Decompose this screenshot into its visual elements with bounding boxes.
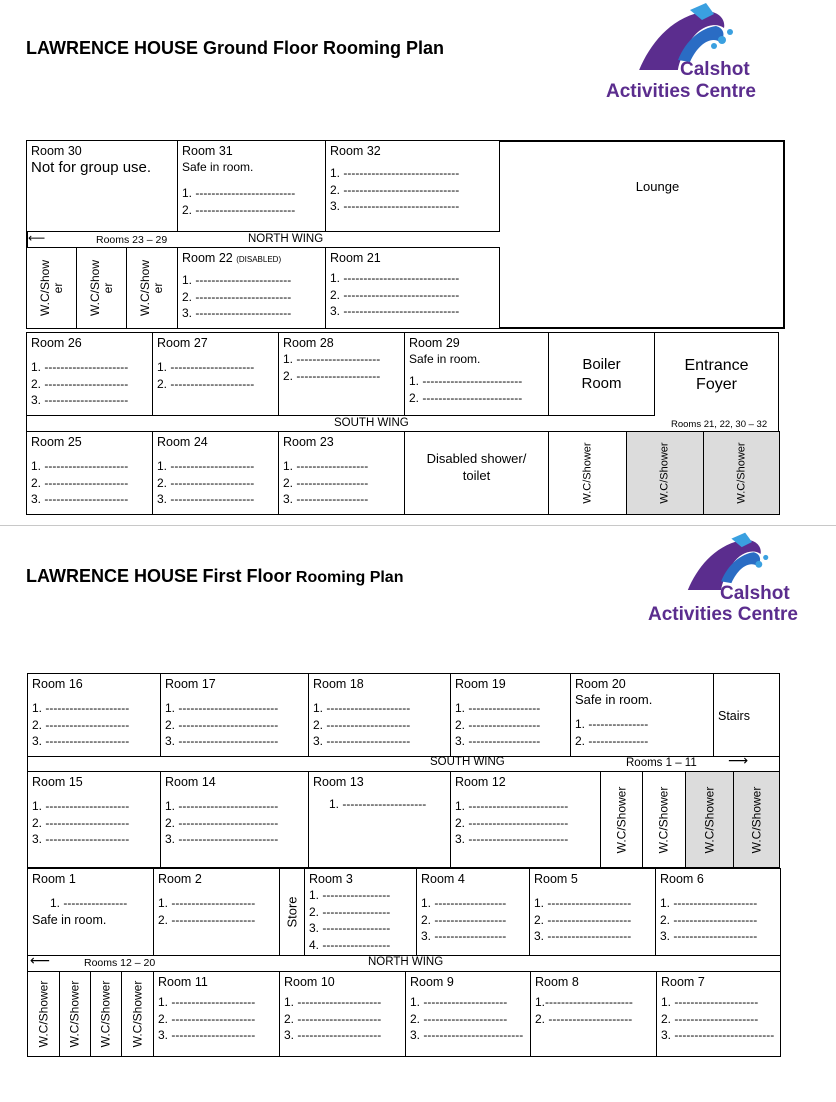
occupant-line[interactable]: 2. --------------------- — [534, 912, 632, 927]
corridor-rooms: Rooms 23 – 29 — [96, 234, 168, 246]
occupant-line[interactable]: 3. --------------------- — [31, 492, 129, 506]
occupant-line[interactable]: 3. ------------------------- — [410, 1028, 524, 1042]
room-26 — [26, 332, 153, 416]
occupant-line[interactable]: 1. --------------------- — [157, 459, 255, 473]
occupant-line[interactable]: 2. --------------------- — [284, 1011, 382, 1026]
occupant-line[interactable]: 2. --------------------- — [32, 717, 130, 732]
room-name: Room 3 — [309, 872, 353, 886]
room-name: Room 19 — [455, 677, 506, 691]
occupant-line[interactable]: 2. ------------------------- — [182, 202, 296, 217]
occupant-line[interactable]: 2. ------------------------- — [165, 717, 279, 732]
occupant-line[interactable]: 3. ------------------ — [421, 929, 507, 943]
occupant-line[interactable]: 2. --------------------- — [157, 475, 255, 490]
room-17 — [160, 673, 309, 757]
occupant-line[interactable]: 1. ------------------------- — [182, 186, 296, 200]
logo-line2: Activities Centre — [606, 81, 756, 102]
occupant-line[interactable]: 1. ---------------- — [50, 896, 128, 910]
room-30 — [26, 140, 178, 232]
occupant-line[interactable]: 3. ------------------------- — [455, 832, 569, 846]
occupant-line[interactable]: 2. --------------------- — [410, 1011, 508, 1026]
occupant-line[interactable]: 3. ----------------------------- — [330, 199, 460, 213]
room-18 — [308, 673, 451, 757]
occupant-line[interactable]: 1. ----------------------------- — [330, 166, 460, 180]
logo-line2: Activities Centre — [648, 604, 798, 625]
occupant-line[interactable]: 2. ------------------------- — [165, 815, 279, 830]
wc-shower: W.C/Shower — [59, 971, 91, 1057]
occupant-line[interactable]: 2. ------------------------ — [182, 289, 292, 304]
room-name: Room 1 — [32, 872, 76, 886]
occupant-line[interactable]: 2. ------------------ — [455, 717, 541, 732]
corridor-south — [27, 752, 780, 771]
wc-shower: W.C/Shower — [90, 971, 122, 1057]
occupant-line[interactable]: 3. ------------------ — [283, 492, 369, 506]
occupant-line[interactable]: 2. --------------------- — [158, 912, 256, 927]
room-24 — [152, 431, 279, 515]
wing-label: NORTH WING — [248, 233, 324, 245]
room-7 — [656, 971, 781, 1057]
occupant-line[interactable]: 2. --------------------- — [661, 1011, 759, 1026]
room-9 — [405, 971, 531, 1057]
room-28 — [278, 332, 405, 416]
occupant-line[interactable]: 2. ----------------- — [309, 904, 391, 919]
room-3 — [304, 868, 417, 956]
occupant-line[interactable]: 2. ------------------------- — [455, 815, 569, 830]
room-name: Room 23 — [283, 435, 334, 449]
room-10 — [279, 971, 406, 1057]
occupant-line[interactable]: 1. ------------------ — [283, 459, 369, 473]
occupant-line[interactable]: 2. --------------------- — [31, 475, 129, 490]
occupant-line[interactable]: 2. --------------------- — [32, 815, 130, 830]
logo-line1: Calshot — [720, 583, 790, 604]
occupant-line[interactable]: 2. ----------------------------- — [330, 182, 460, 197]
occupant-line[interactable]: 1. ------------------------ — [182, 273, 292, 287]
occupant-line[interactable]: 2. --------------------- — [158, 1011, 256, 1026]
page-divider — [0, 525, 836, 526]
corridor-north — [27, 952, 781, 971]
room-note: Safe in room. — [182, 160, 254, 174]
wc-shower: W.C/Shower — [642, 771, 686, 868]
wc-shower: W.C/Shower — [703, 431, 780, 515]
wc-shower: W.C/Shower — [733, 771, 780, 868]
entrance-foyer: Entrance Foyer — [654, 332, 779, 416]
occupant-line[interactable]: 3. --------------------- — [284, 1028, 382, 1042]
occupant-line[interactable]: 1. --------------------- — [31, 360, 129, 374]
room-name: Room 22 — [182, 251, 233, 265]
occupant-line[interactable]: 1. --------------------- — [32, 799, 130, 813]
occupant-line[interactable]: 2. ------------------ — [283, 475, 369, 490]
room-16 — [27, 673, 161, 757]
room-note: Safe in room. — [32, 912, 107, 927]
occupant-line[interactable]: 3. --------------------- — [534, 929, 632, 943]
wing-label: SOUTH WING — [430, 756, 505, 768]
room-19 — [450, 673, 571, 757]
room-note: Safe in room. — [575, 692, 653, 707]
room-name: Room 30 — [31, 144, 82, 158]
occupant-line[interactable]: 1. ----------------------------- — [330, 271, 460, 285]
corridor-rooms: Rooms 12 – 20 — [84, 957, 156, 969]
wing-label: NORTH WING — [368, 956, 444, 968]
occupant-line[interactable]: 3. --------------------- — [32, 734, 130, 748]
ground-floor-title: LAWRENCE HOUSE Ground Floor Rooming Plan — [26, 38, 444, 58]
room-name: Room 21 — [330, 251, 381, 265]
room-23 — [278, 431, 405, 515]
room-32 — [325, 140, 500, 232]
occupant-line[interactable]: 1. ----------------- — [309, 888, 391, 902]
occupant-line[interactable]: 1. --------------------- — [32, 701, 130, 715]
room-name: Room 20 — [575, 677, 626, 691]
occupant-line[interactable]: 1.---------------------- — [535, 995, 633, 1009]
room-20 — [570, 673, 714, 757]
room-14 — [160, 771, 309, 868]
occupant-line[interactable]: 3. --------------------- — [660, 929, 758, 943]
room-27 — [152, 332, 279, 416]
occupant-line[interactable]: 2. --------------------- — [535, 1011, 633, 1026]
occupant-line[interactable]: 1. --------------------- — [157, 360, 255, 374]
wc-shower: W.C/Shower — [121, 971, 154, 1057]
room-tag: (DISABLED) — [236, 255, 282, 264]
room-name: Room 24 — [157, 435, 208, 449]
occupant-line[interactable]: 2. --------------------- — [31, 376, 129, 391]
room-name: Room 7 — [661, 975, 705, 989]
occupant-line[interactable]: 1. ------------------------- — [409, 374, 523, 388]
corridor-rooms: Rooms 1 – 11 — [626, 757, 697, 769]
calshot-logo — [606, 0, 766, 104]
room-5 — [529, 868, 656, 956]
room-25 — [26, 431, 153, 515]
wc-shower: W.C/Shower — [600, 771, 643, 868]
occupant-line[interactable]: 3. --------------------- — [158, 1028, 256, 1042]
room-name: Room 32 — [330, 144, 381, 158]
occupant-line[interactable]: 1. --------------------- — [534, 896, 632, 910]
occupant-line[interactable]: 1. ------------------------- — [455, 799, 569, 813]
room-31 — [177, 140, 326, 232]
room-name: Room 31 — [182, 144, 233, 158]
occupant-line[interactable]: 2. --------------------- — [313, 717, 411, 732]
room-6 — [655, 868, 781, 956]
calshot-logo — [648, 530, 808, 630]
disabled-shower-toilet: Disabled shower/ toilet — [404, 431, 549, 515]
occupant-line[interactable]: 1. --------------------- — [158, 896, 256, 910]
arrow-left-icon: ⟵ — [28, 231, 46, 245]
stairs: Stairs — [713, 673, 780, 757]
arrow-right-icon: ⟶ — [728, 752, 749, 768]
room-name: Room 28 — [283, 336, 334, 350]
corridor-north — [26, 232, 500, 248]
arrow-left-icon: ⟵ — [30, 952, 51, 968]
room-name: Room 16 — [32, 677, 83, 691]
room-12 — [450, 771, 601, 868]
occupant-line[interactable]: 1. ------------------ — [455, 701, 541, 715]
wc-shower: W.C/Show er — [26, 247, 77, 329]
room-name: Room 15 — [32, 775, 83, 789]
room-name: Room 17 — [165, 677, 216, 691]
wc-shower: W.C/Shower — [685, 771, 734, 868]
room-name: Room 13 — [313, 775, 364, 789]
room-name: Room 14 — [165, 775, 216, 789]
occupant-line[interactable]: 3. ------------------------- — [661, 1028, 775, 1042]
wc-shower: W.C/Shower — [27, 971, 60, 1057]
occupant-line[interactable]: 1. --------------------- — [660, 896, 758, 910]
room-21 — [325, 247, 500, 329]
occupant-line[interactable]: 2. --------------------- — [283, 368, 381, 383]
room-name: Room 6 — [660, 872, 704, 886]
room-name: Room 9 — [410, 975, 454, 989]
occupant-line[interactable]: 3. ----------------- — [309, 921, 391, 935]
room-name: Room 10 — [284, 975, 335, 989]
room-name: Room 29 — [409, 336, 460, 350]
occupant-line[interactable]: 3. ------------------ — [455, 734, 541, 748]
store: Store — [279, 868, 305, 956]
wave-icon — [648, 530, 808, 590]
occupant-line[interactable]: 3. --------------------- — [32, 832, 130, 846]
first-floor-title: LAWRENCE HOUSE First Floor Rooming Plan — [26, 566, 404, 586]
room-note: Not for group use. — [31, 159, 152, 176]
occupant-line[interactable]: 1. ------------------ — [421, 896, 507, 910]
occupant-line[interactable]: 2. ----------------------------- — [330, 287, 460, 302]
logo-line1: Calshot — [680, 59, 750, 80]
occupant-line[interactable]: 1. ------------------------- — [165, 701, 279, 715]
room-name: Room 5 — [534, 872, 578, 886]
wc-shower: W.C/Shower — [548, 431, 627, 515]
occupant-line[interactable]: 3. --------------------- — [157, 492, 255, 506]
room-22 — [177, 247, 326, 329]
room-11 — [153, 971, 280, 1057]
lounge: Lounge — [635, 179, 680, 194]
occupant-line[interactable]: 2. --------------- — [575, 733, 649, 748]
occupant-line[interactable]: 1. --------------------- — [410, 995, 508, 1009]
room-name: Room 27 — [157, 336, 208, 350]
room-name: Room 2 — [158, 872, 202, 886]
occupant-line[interactable]: 1. --------------------- — [313, 701, 411, 715]
wc-shower: W.C/Show er — [76, 247, 127, 329]
occupant-line[interactable]: 2. --------------------- — [660, 912, 758, 927]
wc-shower: W.C/Show er — [126, 247, 178, 329]
occupant-line[interactable]: 4. ----------------- — [309, 937, 391, 952]
occupant-line[interactable]: 3. --------------------- — [31, 393, 129, 407]
room-name: Room 26 — [31, 336, 82, 350]
occupant-line[interactable]: 3. ------------------------- — [165, 734, 279, 748]
occupant-line[interactable]: 1. --------------------- — [31, 459, 129, 473]
occupant-line[interactable]: 1. --------------------- — [158, 995, 256, 1009]
occupant-line[interactable]: 2. --------------------- — [157, 376, 255, 391]
corridor-rooms: Rooms 21, 22, 30 – 32 — [671, 419, 768, 430]
corridor-south — [26, 416, 779, 431]
occupant-line[interactable]: 3. ----------------------------- — [330, 304, 460, 318]
room-13 — [308, 771, 451, 868]
room-29 — [404, 332, 549, 416]
room-name: Room 4 — [421, 872, 465, 886]
occupant-line[interactable]: 1. --------------------- — [283, 352, 381, 366]
boiler-room: Boiler Room — [548, 332, 655, 416]
occupant-line[interactable]: 3. ------------------------- — [165, 832, 279, 846]
room-note: Safe in room. — [409, 352, 481, 366]
room-name: Room 18 — [313, 677, 364, 691]
occupant-line[interactable]: 2. ------------------ — [421, 912, 507, 927]
room-name: Room 25 — [31, 435, 82, 449]
room-name: Room 11 — [158, 975, 208, 989]
wc-shower: W.C/Shower — [626, 431, 704, 515]
occupant-line[interactable]: 2. ------------------------- — [409, 390, 523, 405]
room-1 — [27, 868, 154, 956]
occupant-line[interactable]: 1. --------------------- — [661, 995, 759, 1009]
occupant-line[interactable]: 1. --------------------- — [329, 797, 427, 811]
occupant-line[interactable]: 1. --------------- — [575, 717, 649, 731]
room-15 — [27, 771, 161, 868]
room-8 — [530, 971, 657, 1057]
room-4 — [416, 868, 530, 956]
occupant-line[interactable]: 1. --------------------- — [284, 995, 382, 1009]
room-name: Room 8 — [535, 975, 579, 989]
occupant-line[interactable]: 3. --------------------- — [313, 734, 411, 748]
occupant-line[interactable]: 3. ------------------------ — [182, 306, 292, 320]
wing-label: SOUTH WING — [334, 417, 409, 429]
room-2 — [153, 868, 280, 956]
occupant-line[interactable]: 1. ------------------------- — [165, 799, 279, 813]
room-name: Room 12 — [455, 775, 506, 789]
